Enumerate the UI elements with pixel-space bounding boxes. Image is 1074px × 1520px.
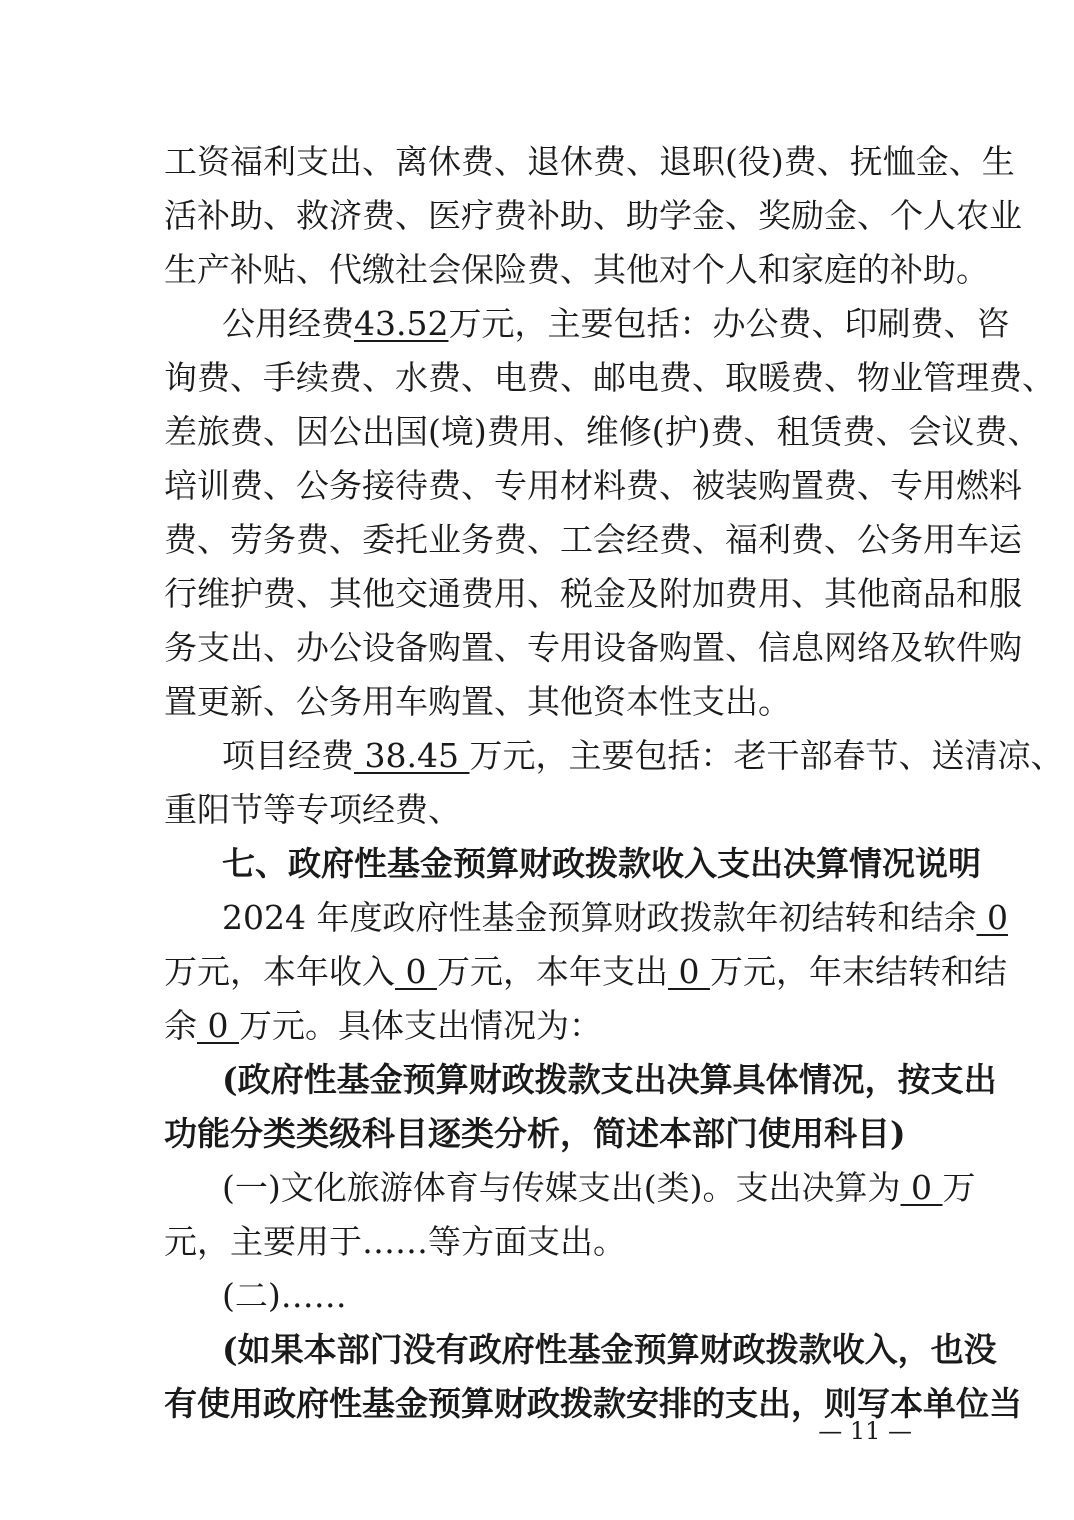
instruction-note-line: 有使用政府性基金预算财政拨款安排的支出，则写本单位当: [164, 1384, 1022, 1423]
paragraph-line: 务支出、办公设备购置、专用设备购置、信息网络及软件购: [164, 628, 1022, 667]
fund-summary-text: 2024 年度政府性基金预算财政拨款年初结转和结余: [222, 898, 977, 937]
paragraph-line: 行维护费、其他交通费用、税金及附加费用、其他商品和服: [164, 574, 1022, 613]
paragraph-line: 费、劳务费、委托业务费、工会经费、福利费、公务用车运: [164, 520, 1022, 559]
project-expense-amount: 38.45: [354, 736, 470, 775]
section-heading-text: 七、政府性基金预算财政拨款收入支出决算情况说明: [222, 844, 981, 883]
instruction-note-line: 功能分类类级科目逐类分析，简述本部门使用科目): [164, 1114, 906, 1153]
fund-summary-text: 万元，本年支出: [436, 952, 668, 991]
instruction-note-line: [164, 1330, 997, 1370]
fund-summary-line: [164, 1006, 912, 1046]
fund-summary-line: [164, 898, 1008, 938]
project-expense-line: [164, 736, 1064, 776]
public-expense-text: 万元，主要包括：办公费、印刷费、咨: [448, 304, 1010, 343]
category-item-line: 元，主要用于……等方面支出。: [164, 1222, 626, 1261]
paragraph-line: 活补助、救济费、医疗费补助、助学金、奖励金、个人农业: [164, 196, 1022, 235]
fund-summary-line: [164, 952, 1007, 992]
closing-balance-amount: 0: [197, 1006, 239, 1045]
paragraph-line: 培训费、公务接待费、专用材料费、被装购置费、专用燃料: [164, 466, 1022, 505]
instruction-note-text: (如果本部门没有政府性基金预算财政拨款收入，也没: [222, 1330, 997, 1369]
opening-balance-amount: 0: [976, 898, 1008, 937]
category-item-text: (一)文化旅游体育与传媒支出(类)。支出决算为: [222, 1168, 901, 1207]
category-item-text: (二)……: [222, 1276, 347, 1315]
public-expense-line: [164, 304, 1010, 344]
category-item-text: 万: [942, 1168, 976, 1207]
section-heading: [164, 844, 981, 884]
fund-summary-text: 万元，年末结转和结: [709, 952, 1007, 991]
category-item-line: [164, 1276, 912, 1316]
annual-income-amount: 0: [395, 952, 437, 991]
page-number: — 11 —: [818, 1417, 912, 1445]
project-expense-text: 万元，主要包括：老干部春节、送清凉、: [469, 736, 1064, 775]
fund-summary-text: 余: [164, 1006, 197, 1045]
paragraph-line: 置更新、公务用车购置、其他资本性支出。: [164, 682, 791, 721]
paragraph-line: 生产补贴、代缴社会保险费、其他对个人和家庭的补助。: [164, 250, 989, 289]
category-item-line: [164, 1168, 976, 1208]
instruction-note-line: [164, 1060, 997, 1100]
public-expense-label: 公用经费: [222, 304, 354, 343]
annual-expense-amount: 0: [667, 952, 710, 991]
instruction-note-text: (政府性基金预算财政拨款支出决算具体情况，按支出: [222, 1060, 997, 1099]
project-expense-label: 项目经费: [222, 736, 354, 775]
paragraph-line: 重阳节等专项经费、: [164, 790, 461, 829]
fund-summary-text: 万元。具体支出情况为：: [238, 1006, 602, 1045]
paragraph-line: 询费、手续费、水费、电费、邮电费、取暖费、物业管理费、: [164, 358, 1055, 397]
fund-summary-text: 万元，本年收入: [164, 952, 395, 991]
paragraph-line: 差旅费、因公出国(境)费用、维修(护)费、租赁费、会议费、: [164, 412, 1041, 451]
category-expense-amount: 0: [900, 1168, 943, 1207]
paragraph-line: 工资福利支出、离休费、退休费、退职(役)费、抚恤金、生: [164, 142, 1015, 181]
public-expense-amount: 43.52: [354, 304, 449, 343]
